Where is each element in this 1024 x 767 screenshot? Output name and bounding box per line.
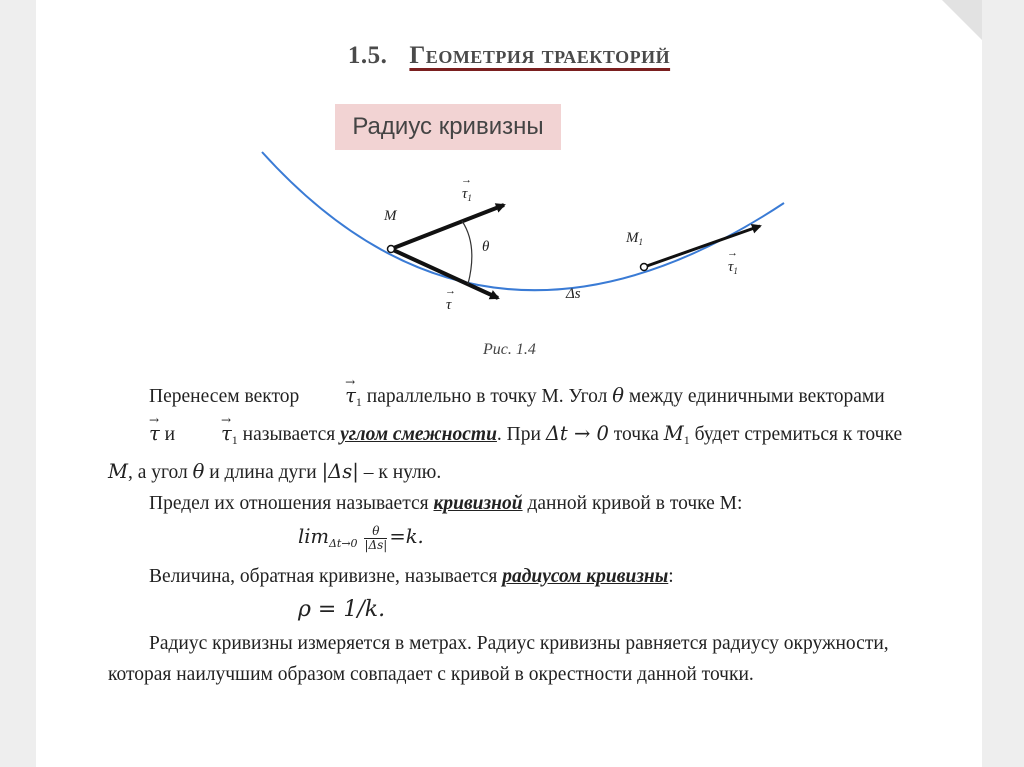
point-M1 bbox=[641, 264, 648, 271]
label-theta: θ bbox=[482, 239, 490, 255]
body-text bbox=[108, 380, 928, 690]
paragraph-2: Предел их отношения называется кривизной данной кривой в точке М: bbox=[149, 493, 743, 514]
label-tau1-top: → $\tau_1$ bbox=[462, 186, 472, 203]
term-angle-contiguity: углом смежности bbox=[340, 424, 497, 445]
label-M: M bbox=[384, 208, 397, 224]
angle-arc bbox=[462, 221, 472, 284]
point-M bbox=[388, 246, 395, 253]
slide-page bbox=[36, 0, 982, 767]
section-number: 1.5. bbox=[347, 42, 388, 69]
formula-radius: ρ = 1/k. bbox=[298, 597, 386, 622]
term-curvature: кривизной bbox=[433, 493, 523, 514]
trajectory-curve bbox=[262, 152, 784, 290]
section-title: Геометрия траекторий bbox=[409, 42, 671, 69]
formula-curvature: $\lim_{\Delta t\to 0}$ $\frac{\theta}{|\Delta s|}$ =k. bbox=[298, 524, 424, 553]
label-M1: $M_1$ bbox=[626, 230, 643, 247]
paragraph-3: Величина, обратная кривизне, называется радиусом кривизны: bbox=[149, 566, 674, 587]
paragraph-4: Радиус кривизны измеряется в метрах. Радиус кривизны равняется радиусу окружности, которая наилучшим образом совпадает с кривой в окрестности данной точки. bbox=[108, 633, 889, 685]
figure-caption: Рис. 1.4 bbox=[483, 341, 536, 358]
subsection-heading: Радиус кривизны bbox=[335, 104, 561, 150]
label-tau1-right: → $\tau_1$ bbox=[728, 259, 738, 276]
paragraph-1: Перенесем вектор → $\tau_1$ параллельно в точку М. Угол θ между единичными векторами → τ $и \to \tau_1$ называется углом смежности. При Δt → 0 точка $M_1$ будет стремиться к точке M, а угол θ и длина дуги |Δs| – к нулю. bbox=[108, 380, 928, 488]
label-tau: → τ bbox=[446, 297, 451, 314]
tau1-vector-at-M1 bbox=[644, 226, 760, 267]
term-radius-of-curvature: радиусом кривизны bbox=[502, 566, 669, 587]
label-delta-s: Δs bbox=[566, 286, 581, 302]
